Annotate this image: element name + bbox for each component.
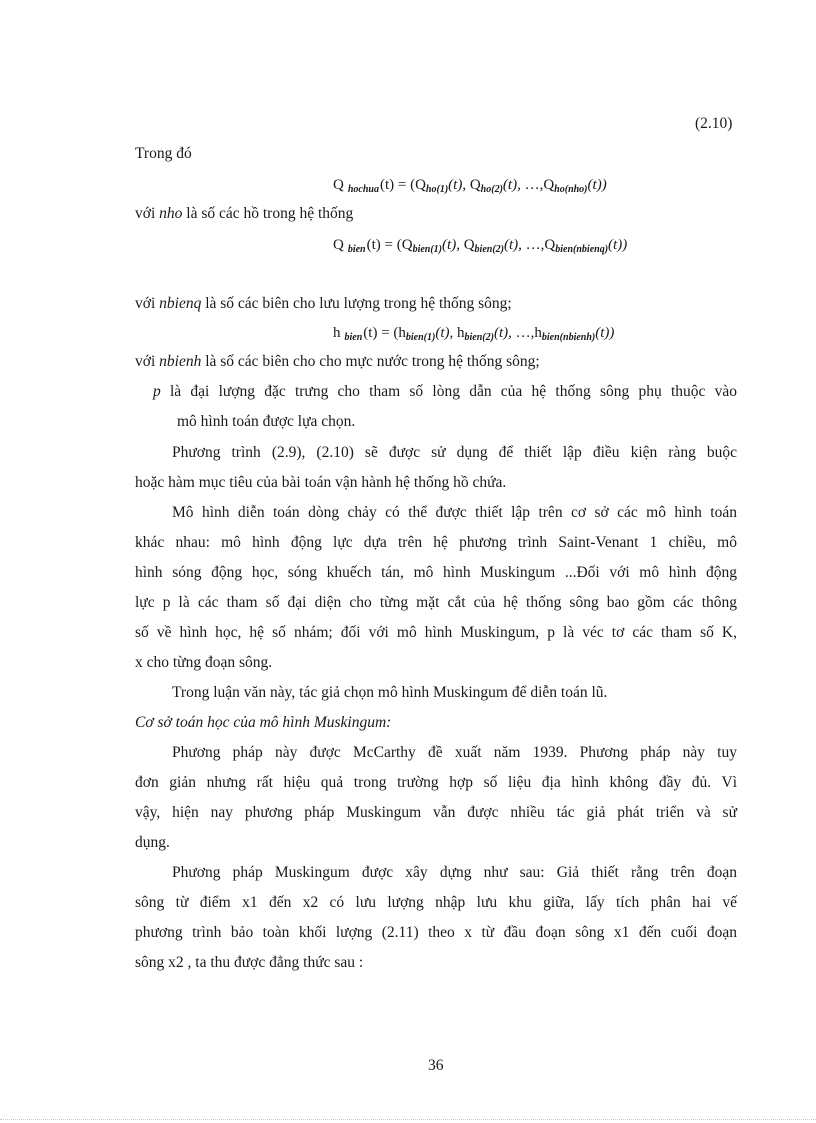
eq2-t1: (t) — [442, 237, 457, 253]
para2-line-4: lực p là các tham số đại diện cho từng mặt cắt của hệ thống sông bao gồm các thông — [135, 594, 737, 611]
eq1-t3: (t)) — [587, 177, 607, 193]
para5-line-2: sông từ điểm x1 đến x2 có lưu lượng nhập lưu khu giữa, lấy tích phân hai vế — [135, 894, 737, 911]
equation-h-bien — [333, 322, 614, 349]
line-nho — [135, 203, 353, 225]
line-nho-post: là số các hồ trong hệ thống — [182, 205, 354, 222]
para2-line-5: số về hình học, hệ số nhám; đối với mô hình Muskingum, p là véc tơ các tham số K, — [135, 624, 737, 641]
trong-do-label: Trong đó — [135, 145, 192, 162]
page-bottom-divider — [0, 1119, 816, 1120]
eq3-lhs-var: h — [333, 325, 341, 341]
para5-line-1: Phương pháp Muskingum được xây dựng như sau: Giả thiết rằng trên đoạn — [172, 864, 737, 881]
line-nbienq — [135, 293, 512, 315]
para1-line-2: hoặc hàm mục tiêu của bài toán vận hành hệ thống hồ chứa. — [135, 474, 507, 491]
eq3-sep2: …,h — [511, 325, 542, 341]
section-heading: Cơ sở toán học của mô hình Muskingum: — [135, 714, 392, 731]
eq1-lhs-var: Q — [333, 177, 344, 193]
p-line-1-text: là đại lượng đặc trưng cho tham số lòng dẫn của hệ thống sông phụ thuộc vào — [160, 383, 737, 400]
para4-line-3: vậy, hiện nay phương pháp Muskingum vẫn được nhiều tác giả phát triển và sử — [135, 804, 737, 821]
eq1-sub2: ho(2) — [480, 184, 503, 195]
var-p: p — [153, 383, 161, 400]
para2-line-2: khác nhau: mô hình động lực dựa trên hệ phương trình Saint-Venant 1 chiều, mô — [135, 534, 737, 551]
eq2-sep2: …,Q — [521, 237, 556, 253]
page-number: 36 — [428, 1057, 444, 1074]
eq2-t3: (t)) — [608, 237, 628, 253]
eq2-t2: (t), — [504, 237, 522, 253]
eq2-lhs-rest: (t) = (Q — [366, 237, 413, 253]
para3: Trong luận văn này, tác giả chọn mô hình Muskingum để diễn toán lũ. — [172, 684, 608, 701]
eq2-sep1: , Q — [456, 237, 475, 253]
eq3-sub2: bien(2) — [464, 332, 494, 343]
eq1-sub3: ho(nho) — [554, 184, 588, 195]
eq3-sub1: bien(1) — [405, 332, 436, 343]
para5-line-4: sông x2 , ta thu được đẳng thức sau : — [135, 954, 364, 971]
eq1-sep1: , Q — [462, 177, 481, 193]
eq3-t3: (t)) — [595, 325, 615, 341]
line-nbienq-pre: với — [135, 295, 160, 312]
para4-line-1: Phương pháp này được McCarthy đề xuất năm 1939. Phương pháp này tuy — [172, 744, 737, 761]
eq1-t1: (t) — [448, 177, 463, 193]
p-line-2: mô hình toán được lựa chọn. — [177, 413, 356, 430]
eq2-lhs-var: Q — [333, 237, 344, 253]
eq2-sub2: bien(2) — [474, 244, 504, 255]
line-nho-pre: với — [135, 205, 160, 222]
eq1-t2: (t), — [502, 177, 521, 193]
equation-number: (2.10) — [695, 115, 733, 132]
line-nbienh-pre: với — [135, 353, 160, 370]
eq3-sub3: bien(nbienh) — [541, 332, 596, 343]
eq2-sub1: bien(1) — [412, 244, 443, 255]
para2-line-3: hình sóng động học, sóng khuếch tán, mô hình Muskingum ...Đối với mô hình động — [135, 564, 737, 581]
line-nbienh-post: là số các biên cho cho mực nước trong hệ thống sông; — [201, 353, 540, 370]
para4-line-2: đơn giản nhưng rất hiệu quả trong trường hợp số liệu địa hình không đầy đủ. Vì — [135, 774, 737, 791]
line-nbienh — [135, 351, 540, 373]
para4-line-4: dụng. — [135, 834, 170, 851]
para5-line-3: phương trình bảo toàn khối lượng (2.11) theo x từ đầu đoạn sông x1 đến cuối đoạn — [135, 924, 737, 941]
eq3-t2: (t), — [493, 325, 512, 341]
eq1-lhs-rest: (t) = (Q — [379, 177, 426, 193]
eq1-sub1: ho(1) — [425, 184, 449, 195]
eq3-t1: (t) — [435, 325, 450, 341]
para2-line-6: x cho từng đoạn sông. — [135, 654, 273, 671]
var-nbienh: nbienh — [159, 353, 202, 370]
eq1-sep2: …,Q — [520, 177, 555, 193]
var-nho: nho — [159, 205, 183, 222]
line-nbienq-post: là số các biên cho lưu lượng trong hệ thống sông; — [201, 295, 512, 312]
para2-line-1: Mô hình diễn toán dòng chảy có thể được thiết lập trên cơ sở các mô hình toán — [172, 504, 737, 521]
eq3-sep1: , h — [449, 325, 465, 341]
var-nbienq: nbienq — [159, 295, 202, 312]
eq2-sub3: bien(nbienq) — [555, 244, 609, 255]
eq1-lhs-sub: hochua — [347, 184, 379, 195]
eq3-lhs-sub: bien — [344, 332, 363, 343]
equation-q-bien — [333, 234, 627, 261]
para1-line-1: Phương trình (2.9), (2.10) sẽ được sử dụng để thiết lập điều kiện ràng buộc — [172, 444, 737, 461]
equation-q-hochua — [333, 174, 607, 201]
eq3-lhs-rest: (t) = (h — [363, 325, 406, 341]
eq2-lhs-sub: bien — [347, 244, 366, 255]
p-line-1 — [153, 381, 737, 403]
